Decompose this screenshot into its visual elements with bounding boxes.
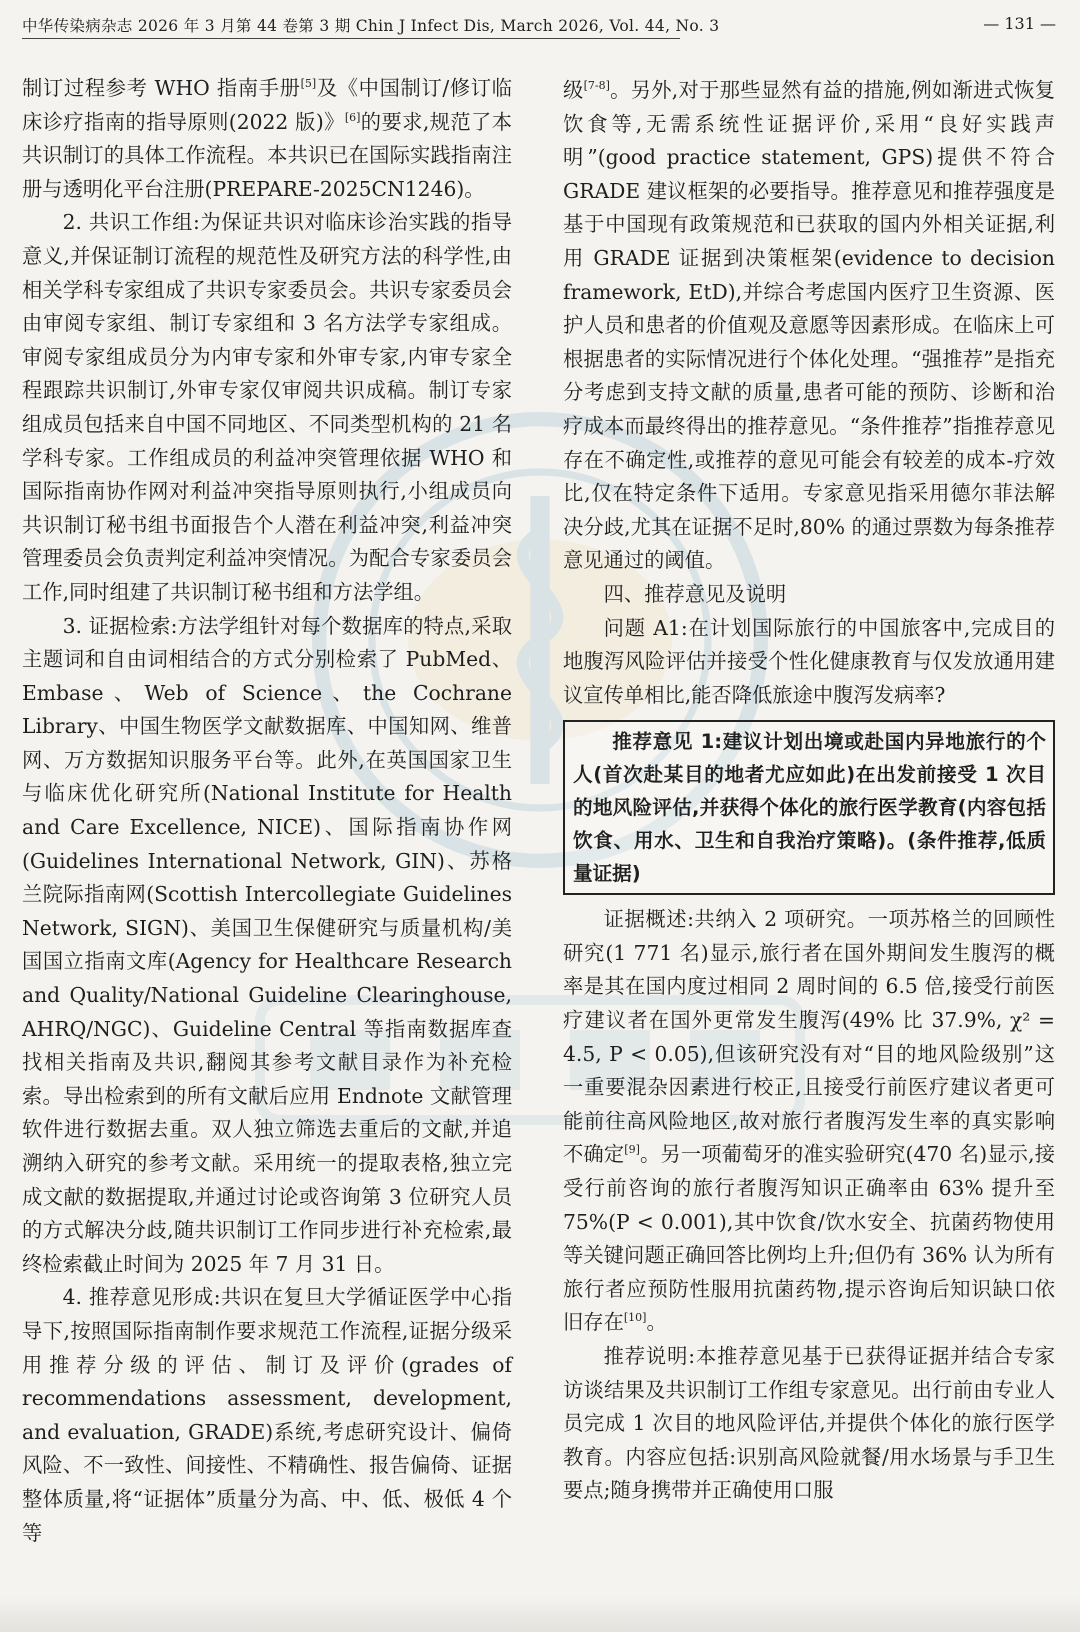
recommendation-text: 推荐意见 1:建议计划出境或赴国内异地旅行的个人(首次赴某目的地者尤应如此)在出发前接受 1 次目的地风险评估,并获得个体化的旅行医学教育(内容包括饮食、用水、卫生和自我治疗策略)。(条件推荐,低质量证据) (573, 730, 1046, 886)
citation: [5] (300, 77, 317, 91)
paragraph-evidence-summary: 证据概述:共纳入 2 项研究。一项苏格兰的回顾性研究(1 771 名)显示,旅行者在国外期间发生腹泻的概率是其在国内度过相同 2 周时间的 6.5 倍,接受行前医疗建议者在国外更常发生腹泻(49% 比 37.9%, χ² = 4.5, P < 0.05),但该研究没有对“目的地风险级别”这一重要混杂因素进行校正,且接受行前医疗建议者更可能前往高风险地区,故对旅行者腹泻发生率的真实影响不确定[9]。另一项葡萄牙的准实验研究(470 名)显示,接受行前咨询的旅行者腹泻知识正确率由 63% 提升至 75%(P < 0.001),其中饮食/饮水安全、抗菌药物使用等关键问题正确回答比例均上升;但仍有 36% 认为所有旅行者应预防性服用抗菌药物,提示咨询后知识缺口依旧存在[10]。 (563, 907, 1055, 1335)
right-column (563, 74, 1055, 1508)
paragraph-recommendation-formation: 4. 推荐意见形成:共识在复旦大学循证医学中心指导下,按照国际指南制作要求规范工作流程,证据分级采用推荐分级的评估、制订及评价(grades of recommendations assessment, development, and evaluation, GRADE)系统,考虑研究设计、偏倚风险、不一致性、间接性、不精确性、报告偏倚、证据整体质量,将“证据体”质量分为高、中、低、极低 4 个等 (22, 1285, 512, 1545)
running-header (22, 14, 1062, 42)
question-a1: 问题 A1:在计划国际旅行的中国旅客中,完成目的地腹泻风险评估并接受个性化健康教育与仅发放通用建议宣传单相比,能否降低旅途中腹泻发病率? (563, 615, 1055, 707)
page-bottom-shade (0, 1596, 1080, 1632)
citation: [9] (624, 1143, 640, 1157)
paragraph-grade: 级[7-8]。另外,对于那些显然有益的措施,例如渐进式恢复饮食等,无需系统性证据评价,采用“良好实践声明”(good practice statement, GPS)提供不符合 GRADE 建议框架的必要指导。推荐意见和推荐强度是基于中国现有政策规范和已获取的国内外相关证据,利用 GRADE 证据到决策框架(evidence to decision framework, EtD),并综合考虑国内医疗卫生资源、医护人员和患者的价值观及意愿等因素形成。在临床上可根据患者的实际情况进行个体化处理。“强推荐”是指充分考虑到支持文献的质量,患者可能的预防、诊断和治疗成本而最终得出的推荐意见。“条件推荐”指推荐意见存在不确定性,或推荐的意见可能会有较差的成本-疗效比,仅在特定条件下适用。专家意见指采用德尔菲法解决分歧,尤其在证据不足时,80% 的通过票数为每条推荐意见通过的阈值。 (563, 78, 1055, 573)
citation: [10] (623, 1311, 647, 1325)
paragraph-working-group: 2. 共识工作组:为保证共识对临床诊治实践的指导意义,并保证制订流程的规范性及研究方法的科学性,由相关学科专家组成了共识专家委员会。共识专家委员会由审阅专家组、制订专家组和 3 名方法学专家组成。审阅专家组成员分为内审专家和外审专家,内审专家全程跟踪共识制订,外审专家仅审阅共识成稿。制订专家组成员包括来自中国不同地区、不同类型机构的 21 名学科专家。工作组成员的利益冲突管理依据 WHO 和国际指南协作网对利益冲突指导原则执行,小组成员向共识制订秘书组书面报告个人潜在利益冲突,利益冲突管理委员会负责判定利益冲突情况。为配合专家委员会工作,同时组建了共识制订秘书组和方法学组。 (22, 210, 512, 604)
left-column (22, 72, 512, 1550)
section-heading: 四、推荐意见及说明 (603, 581, 787, 606)
citation: [6] (344, 110, 361, 124)
citation: [7-8] (583, 79, 610, 93)
page-number: — 131 — (983, 14, 1056, 33)
header-rule (22, 38, 680, 39)
paragraph-process: 制订过程参考 WHO 指南手册[5]及《中国制订/修订临床诊疗指南的指导原则(2022 版)》[6]的要求,规范了本共识制订的具体工作流程。本共识已在国际实践指南注册与透明化平台注册(PREPARE-2025CN1246)。 (22, 76, 512, 201)
paragraph-recommendation-explanation: 推荐说明:本推荐意见基于已获得证据并结合专家访谈结果及共识制订工作组专家意见。出行前由专业人员完成 1 次目的地风险评估,并提供个体化的旅行医学教育。内容应包括:识别高风险就餐/用水场景与手卫生要点;随身携带并正确使用口服 (563, 1344, 1055, 1503)
paragraph-evidence-search: 3. 证据检索:方法学组针对每个数据库的特点,采取主题词和自由词相结合的方式分别检索了 PubMed、Embase、Web of Science、the Cochrane Library、中国生物医学文献数据库、中国知网、维普网、万方数据知识服务平台等。此外,在英国国家卫生与临床优化研究所(National Institute for Health and Care Excellence, NICE)、国际指南协作网(Guidelines International Network, GIN)、苏格兰院际指南网(Scottish Intercollegiate Guidelines Network, SIGN)、美国卫生保健研究与质量机构/美国国立指南文库(Agency for Healthcare Research and Quality/National Guideline Clearinghouse, AHRQ/NGC)、Guideline Central 等指南数据库查找相关指南及共识,翻阅其参考文献目录作为补充检索。导出检索到的所有文献后应用 Endnote 文献管理软件进行数据去重。双人独立筛选去重后的文献,并追溯纳入研究的参考文献。采用统一的提取表格,独立完成文献的数据提取,并通过讨论或咨询第 3 位研究人员的方式解决分歧,随共识制订工作同步进行补充检索,最终检索截止时间为 2025 年 7 月 31 日。 (22, 613, 512, 1276)
recommendation-box (563, 720, 1055, 895)
running-title: 中华传染病杂志 2026 年 3 月第 44 卷第 3 期 Chin J Infect Dis, March 2026, Vol. 44, No. 3 (22, 17, 720, 35)
